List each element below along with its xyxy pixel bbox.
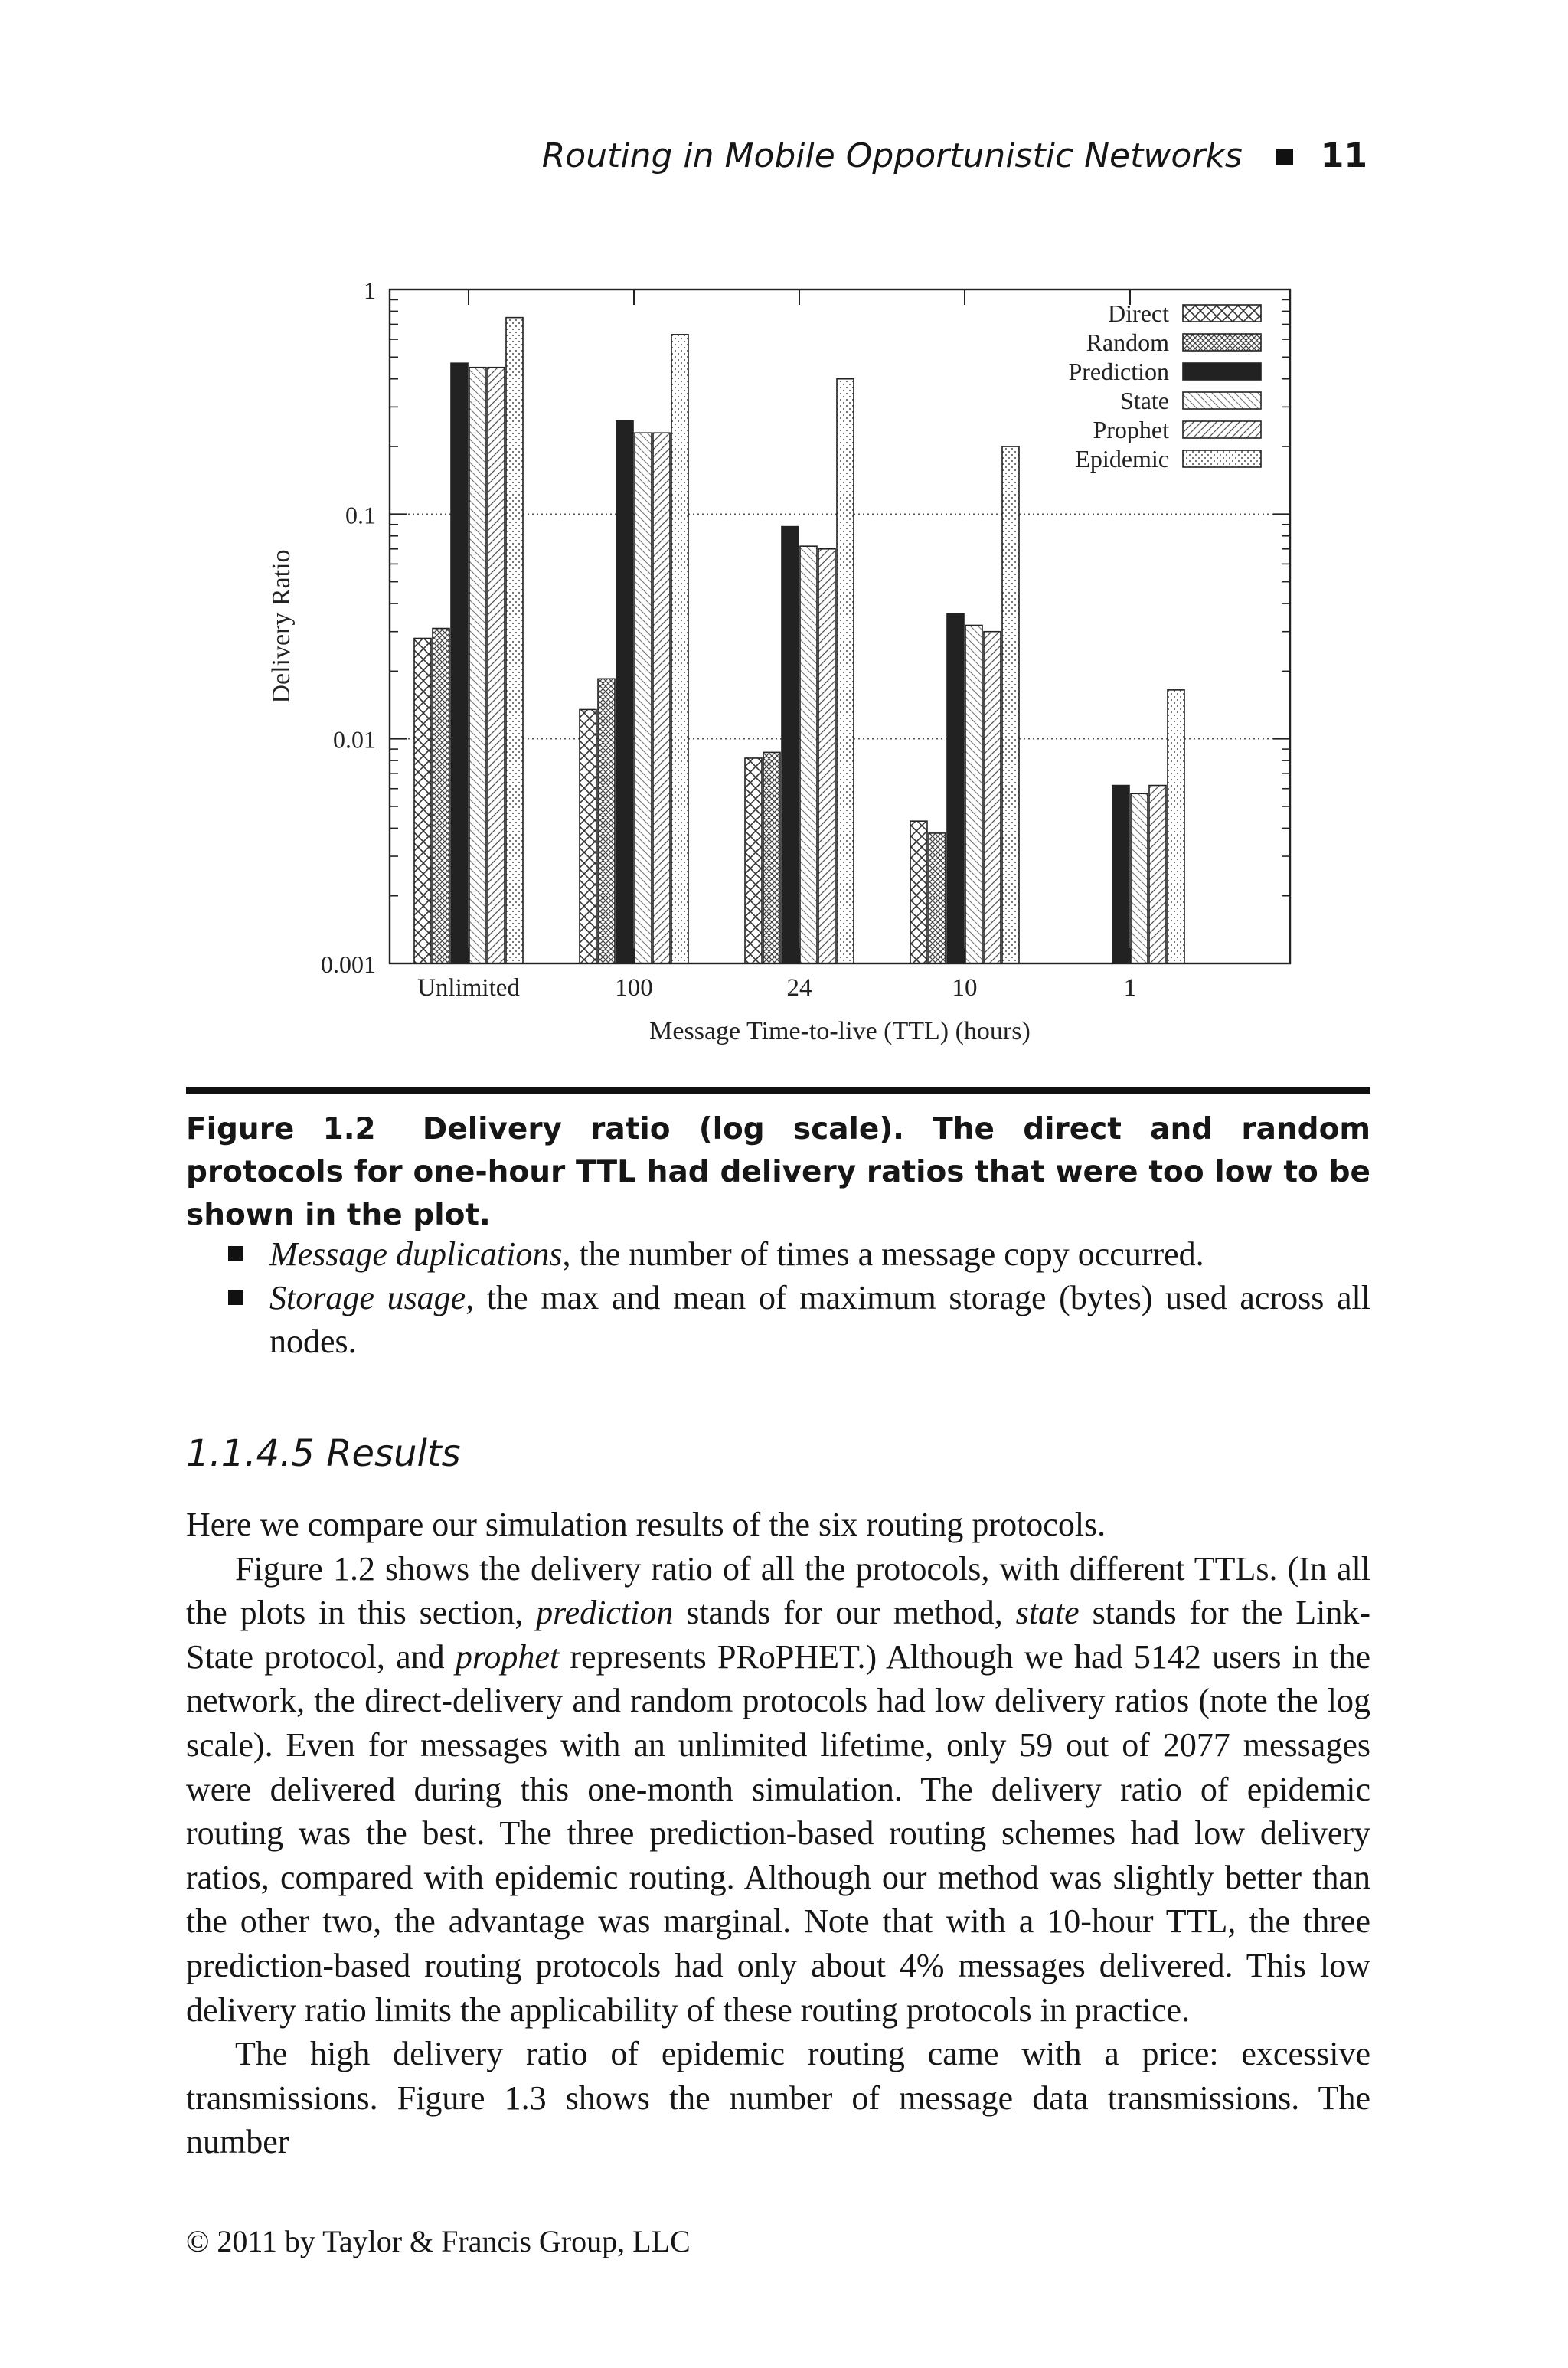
bullet-item — [222, 1232, 1370, 1276]
bar-epidemic-100 — [671, 335, 688, 963]
legend-label: Epidemic — [1075, 445, 1169, 473]
legend-label: Random — [1086, 329, 1169, 356]
body-paragraph — [186, 1547, 1370, 2033]
body-text — [186, 1503, 1370, 2164]
bar-epidemic-1 — [1168, 690, 1184, 963]
paragraph-text: Here we compare our simulation results of the six routing protocols. — [186, 1506, 1106, 1543]
legend-label: Prediction — [1068, 358, 1169, 385]
y-axis-label: Delivery Ratio — [267, 549, 296, 704]
bar-direct-unlimited — [414, 639, 431, 963]
y-tick-label: 0.01 — [333, 725, 376, 754]
bar-random-10 — [929, 833, 946, 963]
bar-prophet-unlimited — [488, 368, 505, 963]
bar-epidemic-24 — [837, 379, 854, 963]
bar-direct-10 — [910, 821, 927, 963]
x-tick-label: 24 — [786, 974, 812, 1002]
legend-swatch-state — [1183, 392, 1261, 409]
bar-state-unlimited — [469, 368, 486, 963]
legend-label: State — [1120, 387, 1169, 414]
bar-state-24 — [800, 546, 817, 963]
copyright-footer: © 2011 by Taylor & Francis Group, LLC — [186, 2224, 691, 2258]
x-tick-label: 1 — [1123, 974, 1137, 1002]
legend-swatch-direct — [1183, 305, 1261, 322]
italic-term: prophet — [455, 1637, 560, 1676]
bar-epidemic-10 — [1002, 446, 1019, 963]
x-tick-label: Unlimited — [417, 974, 520, 1002]
bullet-item — [222, 1276, 1370, 1363]
bar-prediction-10 — [947, 613, 964, 963]
bullet-term: Message duplications — [270, 1235, 563, 1273]
bullet-text: , the max and mean of maximum storage (bytes) used across all nodes. — [270, 1279, 1370, 1360]
bar-prediction-100 — [616, 421, 633, 963]
bar-state-100 — [635, 433, 652, 963]
legend-swatch-random — [1183, 334, 1261, 351]
bar-epidemic-unlimited — [506, 318, 523, 963]
body-paragraph — [186, 1503, 1370, 1547]
bar-prophet-10 — [984, 632, 1001, 963]
body-paragraph — [186, 2032, 1370, 2164]
bar-prophet-1 — [1149, 786, 1166, 963]
delivery-ratio-chart — [0, 0, 1568, 1072]
bar-state-1 — [1131, 793, 1148, 963]
bar-direct-100 — [580, 709, 596, 963]
bar-random-24 — [763, 752, 780, 963]
bar-random-unlimited — [433, 629, 449, 963]
figure-rule — [186, 1087, 1370, 1094]
italic-term: state — [1015, 1594, 1080, 1632]
bar-random-100 — [598, 679, 615, 963]
y-tick-label: 1 — [364, 276, 376, 304]
paragraph-text: The high delivery ratio of epidemic routing came with a price: excessive transmissions. Figure 1.3 shows the number of message data transmissions. The number — [186, 2035, 1370, 2161]
running-title: Routing in Mobile Opportunistic Networks — [541, 136, 1243, 175]
x-axis-label: Message Time-to-live (TTL) (hours) — [649, 1017, 1031, 1045]
legend-label: Prophet — [1093, 416, 1169, 443]
bar-prediction-unlimited — [451, 363, 468, 963]
bullet-list — [222, 1232, 1370, 1363]
bullet-term: Storage usage — [270, 1279, 466, 1316]
figure-label: Figure 1.2 — [186, 1112, 376, 1146]
paragraph-text: stands for our method, — [673, 1594, 1016, 1632]
bar-prophet-100 — [653, 433, 670, 963]
bar-direct-24 — [745, 758, 762, 963]
italic-term: prediction — [536, 1594, 674, 1632]
bar-state-10 — [965, 625, 982, 963]
legend-swatch-prediction — [1183, 363, 1261, 380]
bullet-square-icon — [228, 1290, 243, 1305]
y-tick-label: 0.001 — [321, 950, 376, 978]
bullet-text: , the number of times a message copy occurred. — [562, 1235, 1204, 1273]
legend-swatch-prophet — [1183, 421, 1261, 438]
bar-prophet-24 — [818, 549, 835, 963]
paragraph-text: stands for the Link-State protocol, and — [186, 1594, 1370, 1676]
y-tick-label: 0.1 — [345, 501, 376, 529]
bar-prediction-24 — [782, 527, 799, 963]
figure-caption-text: Delivery ratio (log scale). The direct and random protocols for one-hour TTL had delivery ratios that were too low to be shown in the plot. — [186, 1112, 1370, 1232]
x-tick-label: 10 — [952, 974, 978, 1002]
section-heading: 1.1.4.5 Results — [186, 1432, 461, 1475]
legend-swatch-epidemic — [1183, 450, 1261, 467]
legend-label: Direct — [1108, 299, 1169, 327]
paragraph-text: Figure 1.2 shows the delivery ratio of all the protocols, with different TTLs. (In all the plots in this section, — [186, 1549, 1370, 1632]
x-tick-label: 100 — [615, 974, 653, 1002]
figure-caption — [186, 1108, 1370, 1237]
bullet-square-icon — [228, 1246, 243, 1261]
bar-prediction-1 — [1112, 786, 1129, 963]
page-number: 11 — [1320, 136, 1367, 175]
paragraph-text: represents PRoPHET.) Although we had 5142 users in the network, the direct-delivery and random protocols had low delivery ratios (note the log scale). Even for messages with an unlimited lifetime, only 59 out of 2077 messages were delivered during this one-month simulation. The delivery ratio of epidemic routing was the best. The three prediction-based routing schemes had low delivery ratios, compared with epidemic routing. Although our method was slightly better than the other two, the advantage was marginal. Note that with a 10-hour TTL, the three prediction-based routing protocols had only about 4% messages delivered. This low delivery ratio limits the applicability of these routing protocols in practice. — [186, 1637, 1370, 2029]
